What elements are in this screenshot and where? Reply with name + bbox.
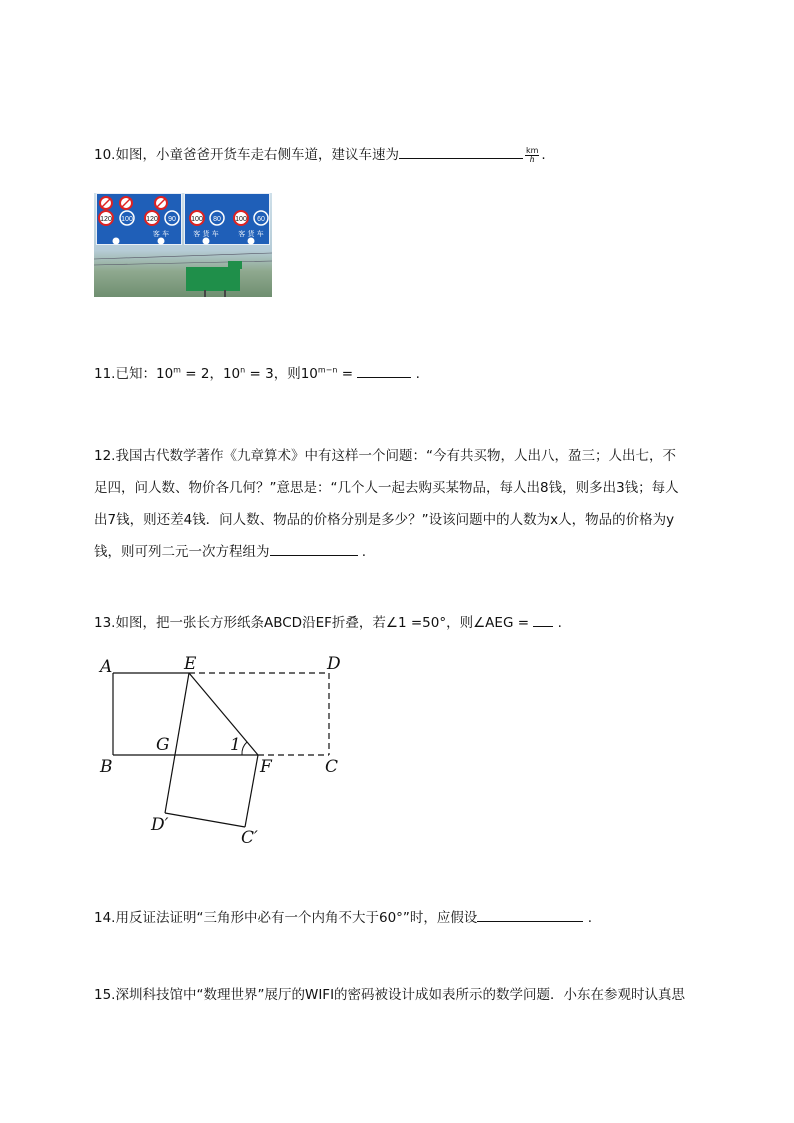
- exponent: n: [240, 365, 246, 375]
- label-D-prime: D′: [151, 815, 169, 835]
- text-part: = 3，则10: [245, 366, 318, 382]
- question-10: [94, 146, 546, 164]
- down-arrow-icon: [158, 238, 165, 245]
- lane-label: 客 车: [152, 230, 170, 238]
- speed-value: 100: [121, 216, 133, 223]
- question-12: [94, 440, 679, 568]
- unit-denominator: h: [529, 154, 535, 164]
- line-text: 我国古代数学著作《九章算术》中有这样一个问题：“今有共买物，人出八，盈三；人出七，不: [115, 448, 676, 464]
- no-car-icon: [155, 197, 167, 209]
- question-text: 如图，把一张长方形纸条ABCD沿EF折叠，若∠1 =50°，则∠AEG =: [115, 615, 530, 631]
- sign-graphics: [94, 193, 272, 297]
- question-end: .: [557, 615, 562, 631]
- speed-value: 80: [213, 216, 221, 223]
- question-number: 15.: [94, 987, 116, 1003]
- lane-label: 客 货 车: [193, 230, 219, 238]
- label-C-prime: C′: [241, 828, 258, 848]
- speed-value: 120: [146, 216, 158, 223]
- speed-value: 120: [100, 216, 112, 223]
- answer-blank[interactable]: [477, 909, 583, 922]
- question-line: [94, 536, 679, 568]
- question-text: 如图，小童爸爸开货车走右侧车道，建议车速为: [115, 147, 399, 163]
- question-line: [94, 440, 679, 472]
- label-angle-1: 1: [230, 735, 241, 755]
- question-number: 12.: [94, 448, 116, 464]
- question-number: 13.: [94, 615, 116, 631]
- question-line: 出7钱，则还差4钱．问人数、物品的价格分别是多少？”设该问题中的人数为x人，物品的价格为y: [94, 512, 675, 528]
- road-sign-photo: [94, 193, 272, 297]
- question-end: .: [361, 544, 367, 560]
- no-car-icon: [120, 197, 132, 209]
- question-text: 深圳科技馆中“数理世界”展厅的WIFI的密码被设计成如表所示的数学问题．小东在参观时认真思: [115, 987, 686, 1003]
- label-G: G: [156, 735, 170, 755]
- label-F: F: [260, 757, 272, 777]
- speed-value: 60: [257, 216, 265, 223]
- unit-numerator: km: [525, 145, 539, 155]
- speed-value: 100: [191, 216, 203, 223]
- line-text: 钱，则可列二元一次方程组为: [94, 544, 270, 560]
- question-13: [94, 614, 562, 631]
- question-number: 10.: [94, 147, 116, 163]
- fold-EF: [189, 673, 258, 755]
- answer-blank[interactable]: [270, 543, 358, 556]
- angle-1-arc: [242, 742, 247, 755]
- speed-value: 100: [235, 216, 247, 223]
- question-11: [94, 365, 420, 382]
- label-A: A: [100, 657, 113, 677]
- label-E: E: [184, 654, 197, 674]
- label-B: B: [100, 757, 113, 777]
- text-part: 已知：10: [115, 366, 174, 382]
- text-part: = 2，10: [180, 366, 241, 382]
- answer-blank[interactable]: [357, 365, 411, 378]
- question-15: [94, 987, 685, 1003]
- edge-DpCp: [165, 813, 245, 827]
- direction-sign: [186, 267, 240, 291]
- question-end: .: [587, 910, 592, 926]
- question-end: .: [415, 366, 420, 382]
- question-line: 足四，问人数、物价各几何？”意思是：“几个人一起去购买某物品，每人出8钱，则多出3钱；每人: [94, 480, 679, 496]
- exponent: m−n: [317, 365, 338, 375]
- speed-value: 90: [168, 216, 176, 223]
- question-text: 用反证法证明“三角形中必有一个内角不大于60°”时，应假设: [115, 910, 478, 926]
- label-C: C: [325, 757, 339, 777]
- question-end: .: [541, 147, 546, 163]
- down-arrow-icon: [248, 238, 255, 245]
- down-arrow-icon: [113, 238, 120, 245]
- no-truck-icon: [100, 197, 112, 209]
- folding-figure: [94, 650, 354, 850]
- down-arrow-icon: [203, 238, 210, 245]
- text-part: =: [337, 366, 358, 382]
- question-14: [94, 909, 592, 926]
- edge-CpF: [245, 755, 258, 827]
- exponent: m: [173, 365, 181, 375]
- question-number: 14.: [94, 910, 116, 926]
- question-number: 11.: [94, 366, 116, 382]
- answer-blank[interactable]: [533, 614, 553, 627]
- answer-blank[interactable]: [399, 146, 523, 159]
- label-D: D: [327, 654, 341, 674]
- lane-label: 客 货 车: [238, 230, 264, 238]
- unit-fraction: [525, 147, 539, 164]
